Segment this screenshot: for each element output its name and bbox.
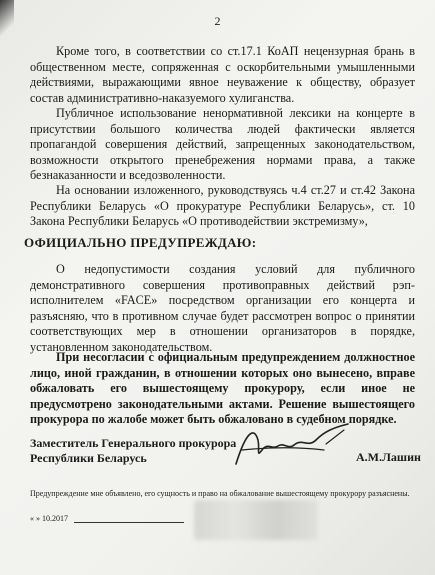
paragraph-appeal-rights: При несогласии с официальным предупреждением должностное лицо, иной гражданин, в отношении которых оно вынесено, вправе обжаловать его вышестоящему прокурору, если иное не предусмотрено законодательными актами. Решение вышестоящего прокурора по жалобе может быть обжаловано в судебном порядке.: [30, 350, 415, 427]
handwritten-signature: [232, 420, 352, 470]
page-number: 2: [214, 14, 221, 28]
acknowledgement-notice: Предупреждение мне объявлено, его сущность и право на обжалование вышестоящему прокурору разъяснены.: [30, 489, 410, 498]
signatory-title: [30, 436, 236, 465]
official-warning-heading: ОФИЦИАЛЬНО ПРЕДУПРЕЖДАЮ:: [24, 235, 257, 250]
redacted-area: [194, 500, 318, 540]
signatory-name: А.М.Лашин: [356, 450, 421, 464]
paragraph-warning: О недопустимости создания условий для публичного демонстративного совершения противоправных действий рэп-исполнителем «FACE» посредством организации его концерта и разъясняю, что в противном случае будет рассмотрен вопрос о принятии соответствующих мер в отношении организаторов в порядке, установленном законодательством.: [30, 262, 415, 354]
paragraph-hooliganism: Кроме того, в соответствии со ст.17.1 КоАП нецензурная брань в общественном месте, сопряженная с оскорбительными умышленными действиями, выражающими явное неуважение к обществу, образует состав административно-наказуемого хулиганства.: [30, 44, 415, 105]
date-text: « » 10.2017: [30, 514, 68, 523]
paragraph-legal-basis: На основании изложенного, руководствуясь ч.4 ст.27 и ст.42 Закона Республики Беларусь «О прокуратуре Республики Беларусь», ст. 10 Закона Республики Беларусь «О противодействии экстремизму»,: [30, 183, 415, 229]
signatory-title-line1: Заместитель Генерального прокурора: [30, 436, 237, 450]
signatory-title-line2: Республики Беларусь: [30, 450, 147, 465]
signature-blank-line: [74, 513, 184, 523]
date-line: [30, 513, 184, 523]
paragraph-public-profanity: Публичное использование ненормативной лексики на концерте в присутствии большого количества людей фактически является пропагандой совершения действий, запрещенных законодательством, возможности открытого пренебрежения нормами права, а также безнаказанности и вседозволенности.: [30, 106, 415, 183]
